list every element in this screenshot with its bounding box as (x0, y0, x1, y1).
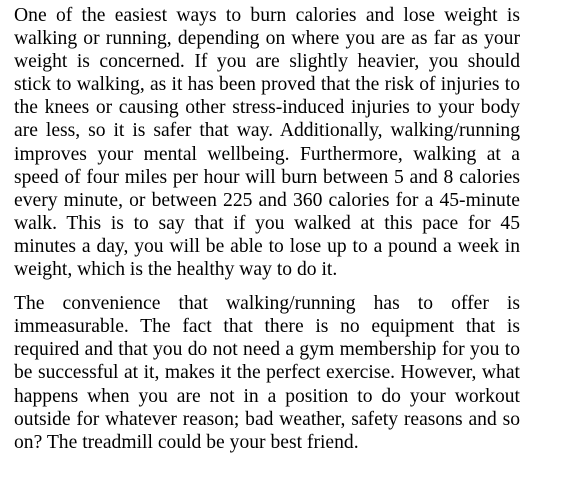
paragraph-walking-benefits: One of the easiest ways to burn calories and lose weight is walking or running, depending on where you are as far as your weight is concerned. If you are slightly heavier, you should stick to walking, as it has been proved that the risk of injuries to the knees or causing other stress-induced injuries to your body are less, so it is safer that way. Additionally, walking/running improves your mental wellbeing. Furthermore, walking at a speed of four miles per hour will burn between 5 and 8 calories every minute, or between 225 and 360 calories for a 45-minute walk. This is to say that if you walked at this pace for 45 minutes a day, you will be able to lose up to a pound a week in weight, which is the healthy way to do it. (14, 5, 520, 281)
paragraph-treadmill-convenience: The convenience that walking/running has to offer is immeasurable. The fact that there is no equipment that is required and that you do not need a gym membership for you to be successful at it, makes it the perfect exercise. However, what happens when you are not in a position to do your workout outside for whatever reason; bad weather, safety reasons and so on? The treadmill could be your best friend. (14, 293, 520, 453)
document-page (14, 4, 520, 454)
